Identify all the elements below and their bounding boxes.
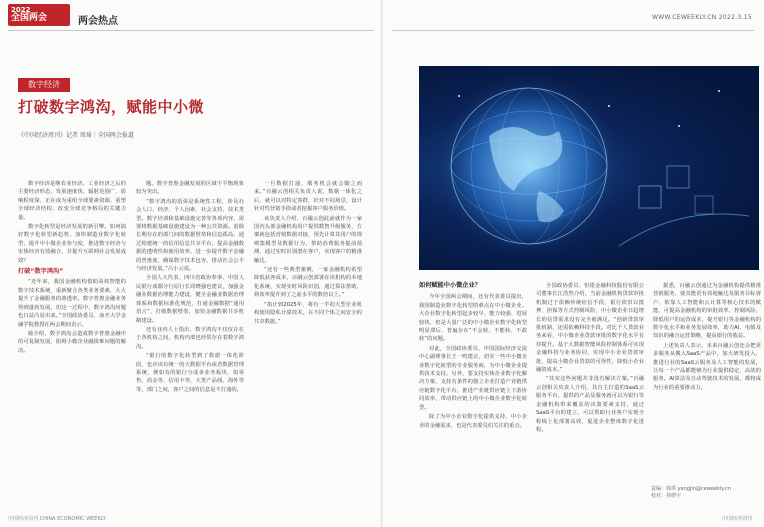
right-page-columns — [419, 282, 761, 435]
footer-left: 中国经济周刊 CHINA ECONOMIC WEEKLY — [8, 516, 106, 522]
paragraph: 全国政协委员、恒银金融科技股份有限公司董事长江浩然介绍，当前金融机构贷款审批机制过于依赖传统征信手段，银行依旧以抵押、担保等方式控制风险，中小微企业日趋增长的信贷需求没有完全被满足。“创新贷款审批机制，还需依赖科技手段。对比个人贷款业务来看，中小微企业贷款审批的数字化水平有待提升。基于大数据智能风险控制体系可实现金融科技与业务协同，实现中小企业贷款审批，提高小微企业贷款的可得性，降低小企业融资成本。” — [536, 283, 644, 374]
site-date: WWW.CEWEEKLY.CN 2022.3.15 — [652, 14, 752, 21]
paragraph: “数字鸿沟的消弭是系统性工程，涉及社会人口、经济、个人因素、社会支持、技术类型。数字培训和基础设施完善等各项内容，需要将数据基础设施建设为一种公共资源。消除长期存在的部门间的数据壁垒和信息孤岛，通过构建统一的信用信息共享平台，提高金融数据的透明性和使用效率，进一步提升数字金融的普惠度，确保数字技术包容，推动社会公平与经济发展。”吕小云说。 — [136, 198, 244, 273]
event-logo — [8, 4, 70, 26]
header-rule-right — [392, 30, 754, 31]
right-column-1 — [419, 282, 527, 435]
right-column-3 — [653, 282, 761, 435]
globe-illustration — [419, 66, 759, 270]
paragraph: 今年全国两会期间，还有代表委员提出，我国制造业数字化转型的难点在中小微企业。大企业数字化转型起步较早、能力较强、进展较快，但是大量广泛的中小微企业数字化转型明显滞后，普遍存在“不会转、不能转、不敢转”的问题。 — [419, 294, 527, 343]
paragraph: 数字化转型是经济发展的新引擎。如何搞好数字化转型新趋势，加快制造业数字化转型，提升中小微企业参与度，推进数字经济与实体经济有效融合，并提升互联网社会发展成效？ — [18, 224, 126, 264]
right-column-2 — [536, 282, 644, 435]
right-subhead: 如何赋能中小微企业？ — [419, 282, 481, 289]
paragraph: 据悉，百融云创通过为金融机构提供精准营销服务，使其能更有效地触达及服务目标客户、依靠人工智能和云计算等核心技术的赋能，可提高金融机构的审批效率、控制风险，降低用户的运营成本，提升银行等金融机构的数字化水平和业务发展效率，助力AI、电销及知识的融合运营策略，提高银行的收益。 — [653, 283, 761, 340]
header-rule-left — [8, 30, 374, 31]
digital-globe-image — [419, 66, 759, 270]
paragraph: 题。数字普惠金融发展的区域不平衡现象较为突出。 — [136, 181, 244, 196]
paragraph: 对此，全国政协委员、中国国际经济交流中心副理事长王一鸣建议，切实一些中小微企业数字化转型的专业服务商，为中小微企业提供技术支持。另外，要支持实体企业数字化解决方案，支持有条件的独立企业打造产业链供应链数字化平台，推进产业链供应链上下游协同效率，带动供应链上的中小微企业数字化转型。 — [419, 345, 527, 411]
section-name: 两会热点 — [78, 16, 118, 27]
left-page-columns — [18, 180, 362, 395]
paragraph: 除了为中小企业数字化提供支持，中小企业的金融需求，也是代表委员们关注的重点。 — [419, 414, 527, 429]
left-column-2 — [136, 180, 244, 395]
paragraph: 一旦数据打通，服务机会就会随之而来。”百融云创相关负责人说，数据一体化之后，就可以对特定客群，针对不同场景，设计针对性营销手段或者挖掘客户服务价值。 — [254, 181, 362, 213]
section-subhead: 打破“数字鸿沟” — [18, 268, 64, 276]
paragraph: 全国人大代表、四川省政协参事、中国人民银行成都分行原行长周晓强也建议，加强金融业数据治理能力建设，健全金融业数据治理体系和数据标准化规范，打通金融数据“通用语言”，打破数据壁垒，加快金融数据共享机制建设。 — [136, 275, 244, 324]
paragraph: “指计到2025年，将有一半的大型企业机构使用隐私计算技术，在不同个体之间安全的共享数据。” — [254, 301, 362, 325]
editor-credit: 责编：韩琪 yangjin@ceweekly.cn 校对：孙晓宇 — [651, 486, 732, 499]
logo-name: 全国两会 — [11, 13, 48, 23]
paragraph: 数字经济是继农业经济、工业经济之后的主要经济形态，发展速度快、辐射范围广、影响程度深，正在成为重组全球要素资源、重塑全球经济结构、改变全球竞争格局的关键力量。 — [18, 181, 126, 221]
paragraph: 还有业内人士指出，数字鸿沟不仅仅存在于各机构之间，机构内部也经常存在着数字鸿沟。 — [136, 326, 244, 350]
left-column-1 — [18, 180, 126, 395]
article-headline: 打破数字鸿沟，赋能中小微 — [18, 98, 205, 116]
paragraph: 她介绍，数字鸿沟会造成数字普惠金融中的可复制发展，阻碍小微企业融资难问题的解决。 — [18, 330, 126, 354]
paragraph: “近年来，我国金融机构借助高效智能的数字技术系统，重新聚合各类业务要素，大大提升了金融服务的渗透率。数字普惠金融业务得到蓬勃发展，但这一过程中，数字鸿沟问题也日益凸显出来。”全国政协委员、南开大学金融学院教授在两会期间表示。 — [18, 279, 126, 328]
paragraph: “还有一些典型案例，一家金融机构希望降低获客成本，百融云创部署在该机构的本地化系统，实现实时风险识别，通过算法帮助，将效率提升到了之前水平的数倍以上。” — [254, 267, 362, 299]
left-column-3 — [254, 180, 362, 395]
paragraph: “银行的数字化转型到了数据一体化阶段，也应该有统一的大数据平台或者数据管理系统，例如有的银行分成多业务板块，如零售、消金等、信用卡等，大类产品线、海外等等，部门之间，客户之间的信息是不打通的。 — [136, 353, 244, 393]
logo-year: 2022 — [11, 6, 31, 14]
paragraph: “其实这些问题并非没有解决方案。”百融云创相关负责人介绍，其自主打造的SaaS云服务平台，提供的产品及服务就可以为银行等金融机构带来覆盖的决策要素支持，通过SaaS平台的建立，可以帮助行业客户实现全程线上化部署高效，促进企业整体数字化进程。 — [536, 376, 644, 433]
paragraph: 上述负责人表示，未来百融云创还会把更多服务从搬入SaaS产品中，加大研发投入，推进行业的SaaS云服务及人工智能的发展，让每一个产品都能够为行业提供稳定、高效的服务。AI算法及自动驾驶技术的发展，都将成为行业的重要推动力。 — [653, 342, 761, 391]
article-kicker: 数字经济 — [18, 78, 70, 92]
page-fold — [381, 0, 383, 527]
paragraph: 该负责人介绍，百融云创此前就作为一家国内头部金融机构用户提供数智升级服务，方案就包括营销数据对接，预先计算其用户的规则集模型及数据行为，帮助消费服务提前预测，通过实时识别潜在客户，实现客户的精准触达。 — [254, 215, 362, 264]
article-byline: 《中国经济周刊》记者 周琦｜全国两会报道 — [18, 132, 134, 139]
footer-right: 中国经济周刊 — [721, 516, 752, 522]
